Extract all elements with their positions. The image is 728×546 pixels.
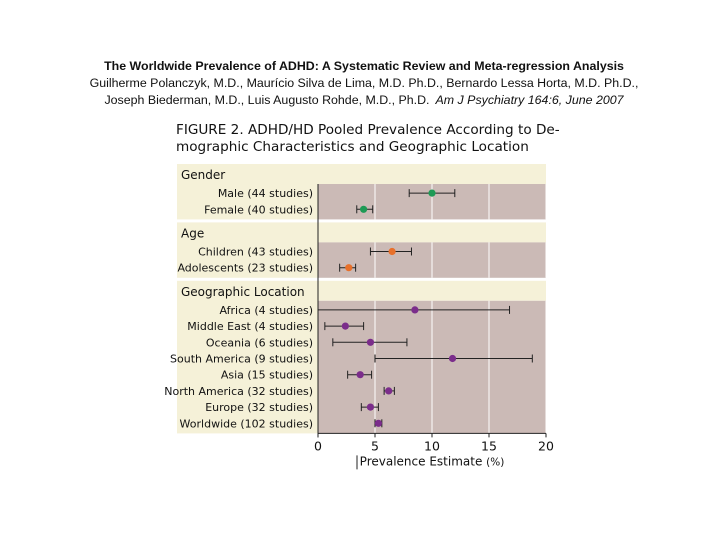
point-estimate-2-3 — [449, 355, 456, 362]
row-label-2-4: Asia (15 studies) — [220, 368, 313, 382]
point-estimate-2-1 — [342, 323, 349, 330]
x-axis-title — [360, 454, 505, 468]
row-label-2-3: South America (9 studies) — [170, 352, 313, 366]
x-tick-label-15: 15 — [481, 438, 497, 454]
point-estimate-2-2 — [367, 339, 374, 346]
x-axis-title-text: Prevalence Estimate — [359, 454, 487, 469]
header-authors-line2: Joseph Biederman, M.D., Luis Augusto Rohde, M.D., Ph.D. — [104, 93, 430, 107]
point-estimate-0-0 — [428, 190, 435, 197]
point-estimate-0-1 — [360, 206, 367, 213]
group-header-band-0 — [318, 164, 546, 184]
row-label-0-0: Male (44 studies) — [217, 187, 313, 201]
point-estimate-2-5 — [385, 387, 392, 394]
header-citation: Am J Psychiatry 164:6, June 2007 — [435, 93, 624, 107]
group-header-2: Geographic Location — [181, 284, 305, 299]
x-tick-label-20: 20 — [538, 438, 554, 454]
row-label-0-1: Female (40 studies) — [204, 203, 313, 217]
group-header-1: Age — [181, 226, 205, 241]
row-label-2-7: Worldwide (102 studies) — [179, 417, 313, 431]
group-header-0: Gender — [181, 168, 226, 182]
row-label-2-0: Africa (4 studies) — [219, 303, 313, 317]
row-label-2-2: Oceania (6 studies) — [205, 336, 313, 350]
header-authors-line1: Guilherme Polanczyk, M.D., Maurício Silva de Lima, M.D. Ph.D., Bernardo Lessa Horta, M.D. Ph.D., — [89, 76, 639, 90]
point-estimate-2-7 — [375, 420, 382, 427]
x-axis-title-unit: (%) — [486, 456, 505, 469]
header-title: The Worldwide Prevalence of ADHD: A Systematic Review and Meta-regression Analysis — [104, 59, 624, 73]
point-estimate-1-1 — [345, 264, 352, 271]
point-estimate-2-4 — [357, 371, 364, 378]
group-header-band-1 — [318, 222, 546, 242]
row-label-2-5: North America (32 studies) — [164, 384, 313, 398]
figure-title-line2: mographic Characteristics and Geographic Location — [176, 139, 529, 155]
figure-title-line1: FIGURE 2. ADHD/HD Pooled Prevalence According to De- — [176, 122, 560, 138]
point-estimate-1-0 — [389, 248, 396, 255]
x-tick-label-5: 5 — [371, 438, 379, 454]
x-tick-label-0: 0 — [314, 438, 322, 454]
row-label-2-1: Middle East (4 studies) — [187, 320, 313, 334]
point-estimate-2-0 — [411, 306, 418, 313]
point-estimate-2-6 — [367, 404, 374, 411]
x-tick-label-10: 10 — [424, 438, 440, 454]
row-label-1-0: Children (43 studies) — [198, 245, 313, 259]
group-header-band-2 — [318, 281, 546, 301]
row-label-2-6: Europe (32 studies) — [205, 401, 313, 415]
row-label-1-1: Adolescents (23 studies) — [177, 261, 313, 275]
